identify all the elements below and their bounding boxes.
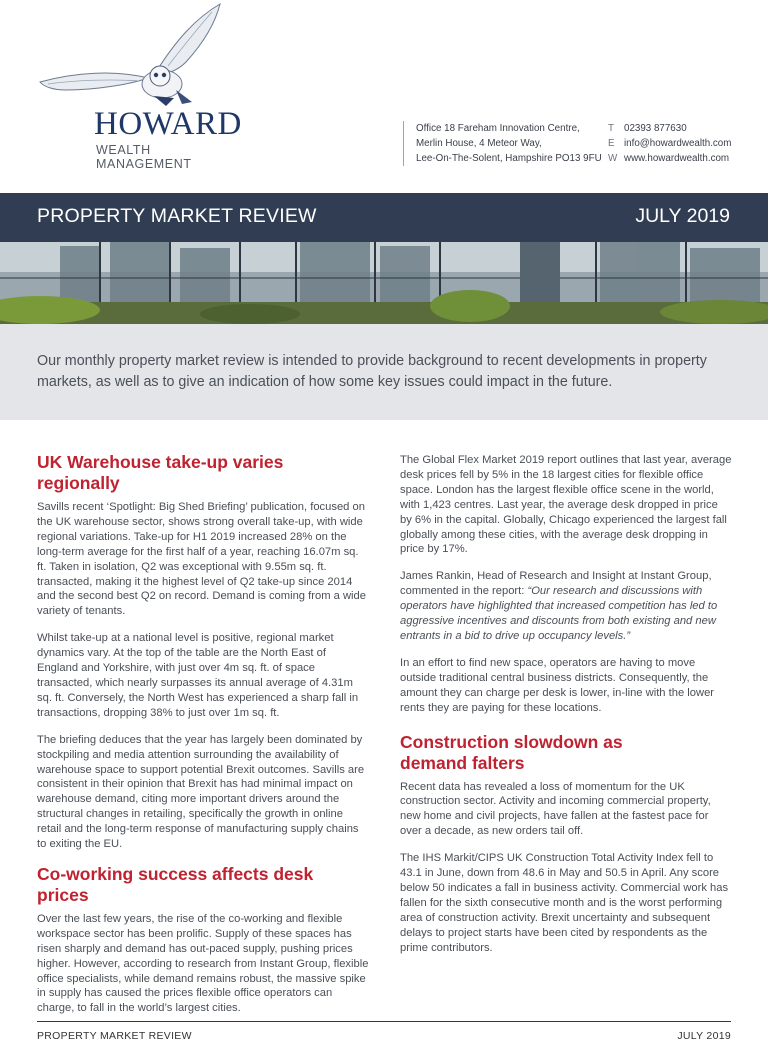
brand-logo	[36, 0, 242, 171]
paragraph: Savills recent ‘Spotlight: Big Shed Briefing’ publication, focused on the UK warehouse sector, shows strong overall take-up, with wide regional variations. Take-up for H1 2019 increased 28% on the long-term average for the first half of a year, reaching 16.07m sq. ft. Taken in isolation, Q2 was exceptional with 9.55m sq. ft. transacted, making it the highest level of Q2 take-up since 2014 and the second best Q2 on record. Demand is coming from a wide variety of tenants.	[37, 501, 366, 618]
intro-text: Our monthly property market review is intended to provide background to recent developments in property markets, as well as to give an indication of how some key issues could impact in the future.	[37, 353, 707, 390]
heading-line: Construction slowdown as	[400, 731, 623, 752]
phone-key: T	[608, 123, 614, 134]
page-title: PROPERTY MARKET REVIEW	[37, 205, 317, 227]
footer-title: PROPERTY MARKET REVIEW	[37, 1030, 192, 1042]
address-line: Merlin House, 4 Meteor Way,	[416, 138, 542, 149]
paragraph: Whilst take-up at a national level is positive, regional market dynamics vary. At the top of the table are the North East of England and Yorkshire, with just over 4m sq. ft. of space transacted, which nearly surpasses its annual average of 4.31m sq. ft. Conversely, the North West has experienced a sharp fall in transactions, dropping 38% to just over 1m sq. ft.	[37, 632, 359, 719]
paragraph: In an effort to find new space, operators are having to move outside traditional central business districts. Consequently, the amount they can charge per desk is lower, in-line with the lower rents they are paying for these locations.	[400, 656, 715, 714]
left-column	[37, 452, 369, 1028]
heading-line: demand falters	[400, 752, 525, 773]
quote-text: “Our research and discussions with operators have highlighted that increased competition has led to aggressive incentives and discounts from both existing and new entrants in a bid to drive up occupancy levels.”	[400, 585, 718, 642]
paragraph: The briefing deduces that the year has largely been dominated by stockpiling and media attention surrounding the availability of warehouse space to support potential Brexit outcomes. Savills are consistent in their opinion that Brexit has had minimal impact on warehouse demand, citing more important drivers around the structural changes in retailing, specifically the growth in online retail and the long-term response of manufacturing supply chains to exiting the EU.	[37, 733, 365, 851]
phone-number: 02393 877630	[624, 123, 687, 134]
email-link[interactable]: info@howardwealth.com	[624, 138, 732, 149]
intro-band	[0, 324, 768, 420]
right-column	[400, 453, 732, 967]
email-key: E	[608, 138, 615, 149]
brand-name: HOWARD	[94, 106, 242, 142]
contact-address	[403, 121, 602, 166]
email-row	[608, 136, 731, 151]
address-line: Lee-On-The-Solent, Hampshire PO13 9FU	[416, 153, 602, 164]
title-band	[0, 193, 768, 242]
quote-lead: James Rankin, Head of Research and Insight at Instant Group, commented in the report:	[400, 570, 712, 598]
quote-paragraph	[400, 569, 732, 644]
footer-divider	[37, 1021, 731, 1022]
web-key: W	[608, 153, 618, 164]
owl-icon	[36, 0, 236, 110]
contact-details	[608, 121, 731, 166]
section-heading: Co-working success affects desk prices	[37, 863, 314, 905]
paragraph: The IHS Markit/CIPS UK Construction Total Activity Index fell to 43.1 in June, down from 48.6 in May and 50.5 in April. Any score below 50 indicates a fall in business activity. Commercial work has fallen for the sixth consecutive month and is the worst performing area of construction activity. Brexit uncertainty and subsequent delays to project starts have been cited by respondents as the prime contributors.	[400, 852, 729, 954]
issue-date: JULY 2019	[635, 205, 730, 227]
section-heading	[400, 732, 732, 774]
banner-image	[0, 242, 768, 324]
brand-subtitle: WEALTH MANAGEMENT	[96, 143, 192, 171]
paragraph: Recent data has revealed a loss of momentum for the UK construction sector. Activity and incoming commercial property, new home and civil projects, have fallen at the fastest pace for over a decade, as new orders tail off.	[400, 780, 711, 838]
paragraph: The Global Flex Market 2019 report outlines that last year, average desk prices fell by 5% in the 18 largest cities for flexible office space. London has the largest flexible office scene in the world, with 1,423 centres. Last year, the average desk dropped in price by 6% in the capital. Globally, Chicago experienced the largest fall globally among these cities, with the average desk dropping in price by 17%.	[400, 454, 732, 556]
web-row	[608, 151, 731, 166]
section-heading: UK Warehouse take-up varies regionally	[37, 452, 284, 493]
website-link[interactable]: www.howardwealth.com	[624, 153, 730, 164]
paragraph: Over the last few years, the rise of the co-working and flexible workspace sector has been prolific. Supply of these spaces has risen sharply and demand has out-paced supply, pushing prices higher. However, according to research from Instant Group, flexible office specialists, while demand remains robust, the massive spike in supply has caused the prices flexible office operators can charge, to fall in the world’s largest cities.	[37, 912, 369, 1015]
phone-row	[608, 121, 731, 136]
address-line: Office 18 Fareham Innovation Centre,	[416, 123, 580, 134]
footer-date: JULY 2019	[677, 1030, 731, 1042]
